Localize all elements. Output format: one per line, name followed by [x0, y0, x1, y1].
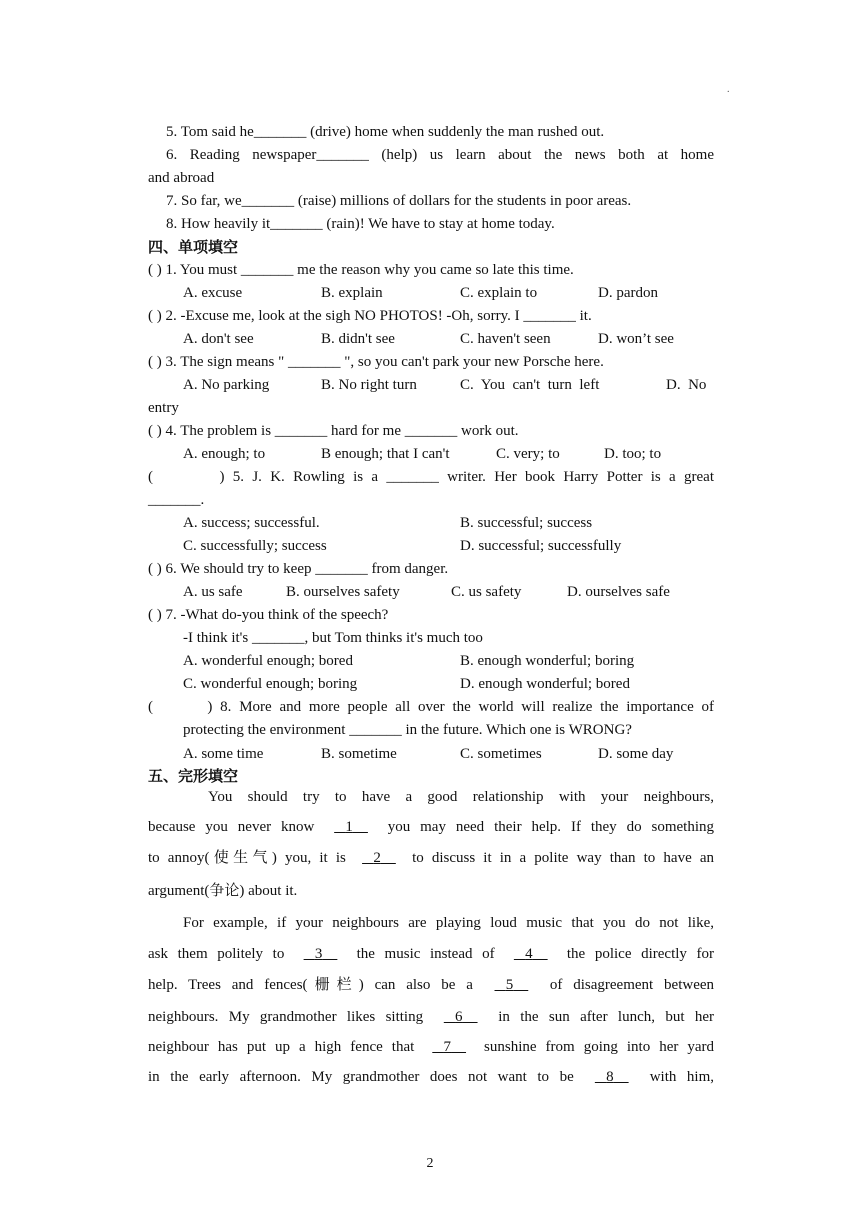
q3-option-d: D. No	[666, 377, 707, 393]
blank-2[interactable]: 2	[373, 850, 381, 866]
question-5-stem: ( ) 5. J. K. Rowling is a _______ writer. Her book Harry Potter is a great	[148, 469, 714, 485]
q4-option-a: A. enough; to	[183, 446, 266, 462]
q7-option-b: B. enough wonderful; boring	[460, 653, 635, 669]
question-7-stem: ( ) 7. -What do-you think of the speech?	[148, 607, 389, 623]
fill-item-6: 6. Reading newspaper_______ (help) us learn about the news both at home	[166, 147, 714, 163]
question-8-stem-2: protecting the environment _______ in the future. Which one is WRONG?	[183, 722, 632, 738]
cloze-line: in the early afternoon. My grandmother does not want to be 8 with him,	[148, 1069, 714, 1085]
q4-option-d: D. too; to	[604, 446, 662, 462]
question-4-stem: ( ) 4. The problem is _______ hard for me _______ work out.	[148, 423, 519, 439]
cloze-line: neighbour has put up a high fence that 7 sunshine from going into her yard	[148, 1039, 714, 1055]
q5-option-c: C. successfully; success	[183, 538, 327, 554]
question-5-wrap: _______.	[148, 492, 205, 508]
fill-item-7: 7. So far, we_______ (raise) millions of dollars for the students in poor areas.	[166, 193, 632, 209]
q2-option-d: D. won’t see	[598, 331, 674, 347]
question-8-stem: ( ) 8. More and more people all over the world will realize the importance of	[148, 699, 714, 715]
q6-option-c: C. us safety	[451, 584, 522, 600]
blank-8[interactable]: 8	[606, 1069, 614, 1085]
fill-item-6-wrap: and abroad	[148, 170, 215, 186]
q2-option-c: C. haven't seen	[460, 331, 551, 347]
q7-option-a: A. wonderful enough; bored	[183, 653, 353, 669]
section-title-cloze: 五、完形填空	[148, 767, 239, 785]
question-6-stem: ( ) 6. We should try to keep _______ from danger.	[148, 561, 449, 577]
q8-option-d: D. some day	[598, 746, 674, 762]
blank-3[interactable]: 3	[314, 946, 323, 962]
q4-option-c: C. very; to	[496, 446, 560, 462]
cloze-line: argument(争论) about it.	[148, 883, 298, 899]
q5-option-b: B. successful; success	[460, 515, 593, 531]
q5-option-d: D. successful; successfully	[460, 538, 622, 554]
blank-5[interactable]: 5	[505, 977, 514, 993]
q8-option-a: A. some time	[183, 746, 264, 762]
blank-1[interactable]: 1	[345, 819, 353, 835]
q1-option-a: A. excuse	[183, 285, 243, 301]
cloze-line: because you never know 1 you may need their help. If they do something	[148, 819, 714, 835]
cloze-line: neighbours. My grandmother likes sitting 6 in the sun after lunch, but her	[148, 1009, 714, 1025]
question-7-stem-2: -I think it's _______, but Tom thinks it's much too	[183, 630, 483, 646]
blank-4[interactable]: 4	[525, 946, 533, 962]
q4-option-b: B enough; that I can't	[321, 446, 450, 462]
cloze-line: ask them politely to 3 the music instead of 4 the police directly for	[148, 946, 715, 962]
cloze-line: For example, if your neighbours are playing loud music that you do not like,	[183, 915, 714, 931]
q1-option-c: C. explain to	[460, 285, 538, 301]
q3-option-c: C. You can't turn left	[460, 377, 600, 393]
header-mark: .	[727, 84, 730, 95]
q6-option-a: A. us safe	[183, 584, 243, 600]
question-3-stem: ( ) 3. The sign means " _______ ", so you can't park your new Porsche here.	[148, 354, 604, 370]
q2-option-b: B. didn't see	[321, 331, 395, 347]
q3-option-a: A. No parking	[183, 377, 270, 393]
question-2-stem: ( ) 2. -Excuse me, look at the sigh NO PHOTOS! -Oh, sorry. I _______ it.	[148, 308, 592, 324]
fill-item-5: 5. Tom said he_______ (drive) home when suddenly the man rushed out.	[166, 124, 605, 140]
q6-option-d: D. ourselves safe	[567, 584, 670, 600]
cloze-line: to annoy(使生气) you, it is 2 to discuss it in a polite way than to have an	[148, 850, 715, 866]
q5-option-a: A. success; successful.	[183, 515, 320, 531]
q3-option-b: B. No right turn	[321, 377, 417, 393]
cloze-line: You should try to have a good relationship with your neighbours,	[208, 789, 714, 805]
blank-7[interactable]: 7	[443, 1039, 452, 1055]
q8-option-b: B. sometime	[321, 746, 397, 762]
q3-option-d-wrap: entry	[148, 400, 179, 416]
page-number: 2	[426, 1156, 434, 1171]
cloze-line: help. Trees and fences(栅栏) can also be a 5 of disagreement between	[148, 977, 715, 993]
fill-item-8: 8. How heavily it_______ (rain)! We have to stay at home today.	[166, 216, 555, 232]
q7-option-d: D. enough wonderful; bored	[460, 676, 630, 692]
q2-option-a: A. don't see	[183, 331, 254, 347]
question-1-stem: ( ) 1. You must _______ me the reason why you came so late this time.	[148, 262, 574, 278]
q1-option-d: D. pardon	[598, 285, 658, 301]
section-title-single-choice: 四、单项填空	[148, 238, 239, 256]
blank-6[interactable]: 6	[455, 1009, 463, 1025]
q6-option-b: B. ourselves safety	[286, 584, 400, 600]
q7-option-c: C. wonderful enough; boring	[183, 676, 358, 692]
q1-option-b: B. explain	[321, 285, 383, 301]
q8-option-c: C. sometimes	[460, 746, 542, 762]
